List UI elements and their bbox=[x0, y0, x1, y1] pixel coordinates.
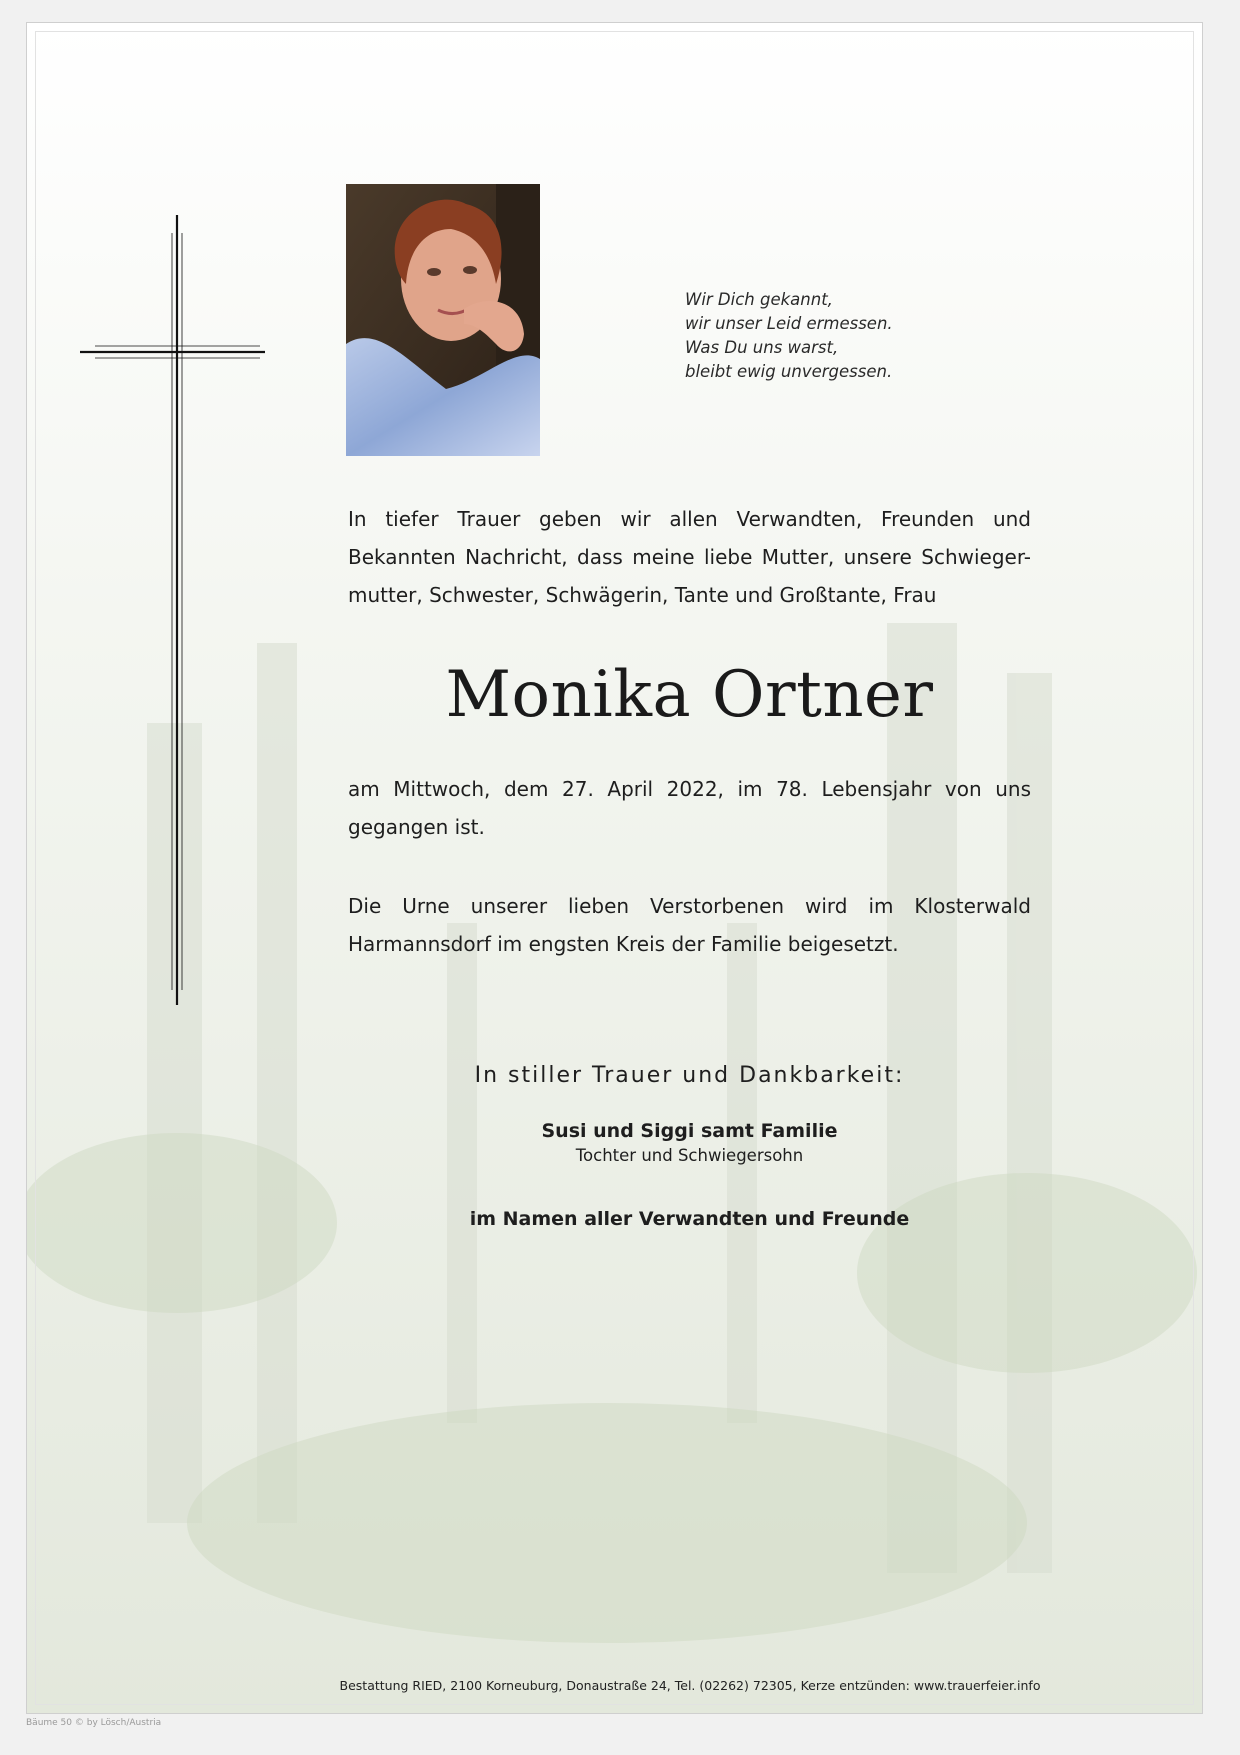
burial-notice-text: Die Urne unserer lieben Verstorbenen wird im Klosterwald Harmannsdorf im engsten Kreis der Familie beigesetzt. bbox=[348, 894, 1031, 956]
poem-line: bleibt ewig unvergessen. bbox=[685, 362, 893, 381]
mourner-relation: Tochter und Schwiegersohn bbox=[575, 1146, 804, 1165]
cross-icon bbox=[55, 215, 265, 1015]
poem-line: Was Du uns warst, bbox=[685, 338, 839, 357]
poem-line: Wir Dich gekannt, bbox=[685, 290, 833, 309]
announcement-text: In tiefer Trauer geben wir allen Verwandten, Freunden und Bekannten Nachricht, dass meine liebe Mutter, unsere Schwieger-mutter, Schwester, Schwägerin, Tante und Großtante, Frau bbox=[348, 507, 1031, 607]
on-behalf-line: im Namen aller Verwandten und Freunde bbox=[469, 1208, 910, 1230]
mourner-names: Susi und Siggi samt Familie bbox=[541, 1120, 838, 1142]
funeral-home-footer: Bestattung RIED, 2100 Korneuburg, Donaustraße 24, Tel. (02262) 72305, Kerze entzünden: www.trauerfeier.info bbox=[339, 1678, 1041, 1693]
memorial-poem bbox=[685, 288, 985, 384]
death-notice-text: am Mittwoch, dem 27. April 2022, im 78. Lebensjahr von uns gegangen ist. bbox=[348, 777, 1031, 839]
poem-line: wir unser Leid ermessen. bbox=[685, 314, 893, 333]
deceased-name: Monika Ortner bbox=[445, 658, 934, 732]
portrait-photo bbox=[346, 184, 540, 456]
image-credit: Bäume 50 © by Lösch/Austria bbox=[26, 1718, 162, 1728]
closing-line: In stiller Trauer und Dankbarkeit: bbox=[474, 1063, 905, 1088]
